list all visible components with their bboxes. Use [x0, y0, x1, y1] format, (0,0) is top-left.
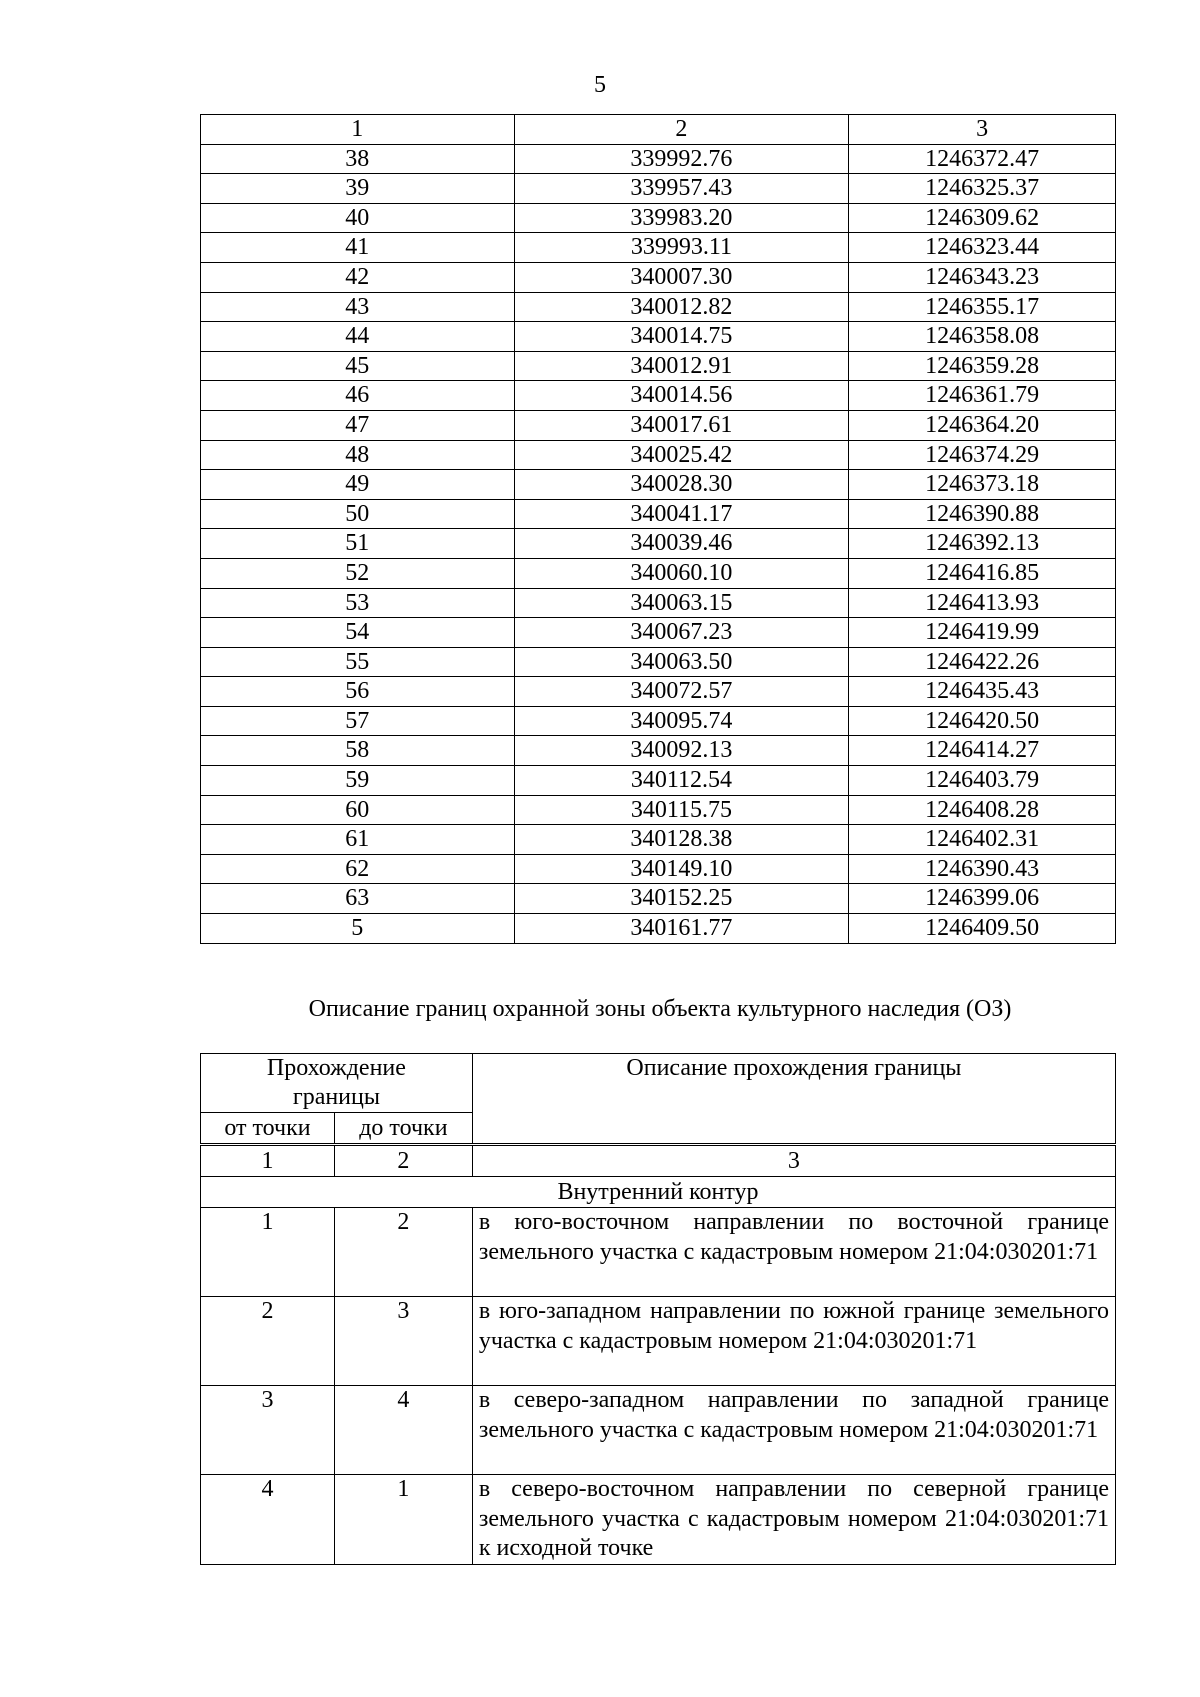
x-coordinate-cell: 340028.30 — [514, 470, 849, 500]
coordinate-header-cell: 2 — [514, 115, 849, 145]
description-cell: в северо-западном направлении по западной границе земельного участка с кадастровым номером 21:04:030201:71 — [472, 1386, 1115, 1475]
column-number: 2 — [334, 1145, 472, 1177]
column-number: 3 — [472, 1145, 1115, 1177]
header-description: Описание прохождения границы — [472, 1054, 1115, 1145]
table-row — [201, 884, 1116, 914]
x-coordinate-cell: 340014.75 — [514, 322, 849, 352]
point-number-cell: 50 — [201, 499, 515, 529]
table-row — [201, 677, 1116, 707]
y-coordinate-cell: 1246374.29 — [849, 440, 1116, 470]
table-row — [201, 262, 1116, 292]
point-number-cell: 44 — [201, 322, 515, 352]
point-number-cell: 57 — [201, 706, 515, 736]
point-number-cell: 59 — [201, 766, 515, 796]
table-row — [201, 736, 1116, 766]
table-row — [201, 351, 1116, 381]
x-coordinate-cell: 340063.15 — [514, 588, 849, 618]
table-row — [201, 470, 1116, 500]
table-row — [201, 854, 1116, 884]
y-coordinate-cell: 1246408.28 — [849, 795, 1116, 825]
x-coordinate-cell: 340092.13 — [514, 736, 849, 766]
x-coordinate-cell: 340152.25 — [514, 884, 849, 914]
point-number-cell: 41 — [201, 233, 515, 263]
y-coordinate-cell: 1246392.13 — [849, 529, 1116, 559]
point-number-cell: 53 — [201, 588, 515, 618]
table-row — [201, 499, 1116, 529]
x-coordinate-cell: 339993.11 — [514, 233, 849, 263]
boundary-row — [201, 1386, 1116, 1475]
header-from-point: от точки — [201, 1113, 335, 1145]
table-row — [201, 410, 1116, 440]
y-coordinate-cell: 1246325.37 — [849, 174, 1116, 204]
coordinate-header-cell: 1 — [201, 115, 515, 145]
point-number-cell: 47 — [201, 410, 515, 440]
table-row — [201, 647, 1116, 677]
point-number-cell: 56 — [201, 677, 515, 707]
x-coordinate-cell: 340115.75 — [514, 795, 849, 825]
coordinate-table-body — [201, 115, 1116, 944]
x-coordinate-cell: 340039.46 — [514, 529, 849, 559]
x-coordinate-cell: 340161.77 — [514, 914, 849, 944]
table-row — [201, 381, 1116, 411]
x-coordinate-cell: 340017.61 — [514, 410, 849, 440]
point-number-cell: 61 — [201, 825, 515, 855]
page-number: 5 — [594, 72, 606, 98]
y-coordinate-cell: 1246364.20 — [849, 410, 1116, 440]
y-coordinate-cell: 1246422.26 — [849, 647, 1116, 677]
y-coordinate-cell: 1246414.27 — [849, 736, 1116, 766]
point-number-cell: 62 — [201, 854, 515, 884]
from-point-cell: 2 — [201, 1297, 335, 1386]
x-coordinate-cell: 340025.42 — [514, 440, 849, 470]
point-number-cell: 51 — [201, 529, 515, 559]
point-number-cell: 60 — [201, 795, 515, 825]
table-row — [201, 795, 1116, 825]
x-coordinate-cell: 339992.76 — [514, 144, 849, 174]
point-number-cell: 52 — [201, 558, 515, 588]
contour-row — [201, 1177, 1116, 1208]
table-row — [201, 233, 1116, 263]
point-number-cell: 43 — [201, 292, 515, 322]
from-point-cell: 3 — [201, 1386, 335, 1475]
y-coordinate-cell: 1246399.06 — [849, 884, 1116, 914]
x-coordinate-cell: 340007.30 — [514, 262, 849, 292]
y-coordinate-cell: 1246390.43 — [849, 854, 1116, 884]
point-number-cell: 55 — [201, 647, 515, 677]
point-number-cell: 46 — [201, 381, 515, 411]
point-number-cell: 63 — [201, 884, 515, 914]
coordinate-header-row — [201, 115, 1116, 145]
y-coordinate-cell: 1246403.79 — [849, 766, 1116, 796]
point-number-cell: 40 — [201, 203, 515, 233]
description-cell: в юго-западном направлении по южной границе земельного участка с кадастровым номером 21:04:030201:71 — [472, 1297, 1115, 1386]
table-row — [201, 144, 1116, 174]
table-row — [201, 558, 1116, 588]
table-row — [201, 174, 1116, 204]
to-point-cell: 4 — [334, 1386, 472, 1475]
table-row — [201, 766, 1116, 796]
table-row — [201, 529, 1116, 559]
header-passage: Прохождение границы — [201, 1054, 473, 1113]
boundary-row — [201, 1208, 1116, 1297]
x-coordinate-cell: 340067.23 — [514, 618, 849, 648]
boundary-row — [201, 1475, 1116, 1565]
y-coordinate-cell: 1246309.62 — [849, 203, 1116, 233]
table-row — [201, 440, 1116, 470]
from-point-cell: 1 — [201, 1208, 335, 1297]
description-cell: в северо-восточном направлении по северной границе земельного участка с кадастровым номером 21:04:030201:71 к исходной точке — [472, 1475, 1115, 1565]
x-coordinate-cell: 340128.38 — [514, 825, 849, 855]
point-number-cell: 39 — [201, 174, 515, 204]
to-point-cell: 3 — [334, 1297, 472, 1386]
point-number-cell: 5 — [201, 914, 515, 944]
y-coordinate-cell: 1246390.88 — [849, 499, 1116, 529]
boundary-row — [201, 1297, 1116, 1386]
description-cell: в юго-восточном направлении по восточной границе земельного участка с кадастровым номером 21:04:030201:71 — [472, 1208, 1115, 1297]
contour-label: Внутренний контур — [201, 1177, 1116, 1208]
point-number-cell: 45 — [201, 351, 515, 381]
y-coordinate-cell: 1246358.08 — [849, 322, 1116, 352]
boundary-header-row — [201, 1054, 1116, 1113]
x-coordinate-cell: 339957.43 — [514, 174, 849, 204]
coordinate-header-cell: 3 — [849, 115, 1116, 145]
y-coordinate-cell: 1246323.44 — [849, 233, 1116, 263]
y-coordinate-cell: 1246435.43 — [849, 677, 1116, 707]
table-row — [201, 914, 1116, 944]
x-coordinate-cell: 340060.10 — [514, 558, 849, 588]
section-title: Описание границ охранной зоны объекта культурного наследия (ОЗ) — [308, 996, 1012, 1022]
x-coordinate-cell: 340095.74 — [514, 706, 849, 736]
x-coordinate-cell: 339983.20 — [514, 203, 849, 233]
y-coordinate-cell: 1246402.31 — [849, 825, 1116, 855]
table-row — [201, 706, 1116, 736]
y-coordinate-cell: 1246419.99 — [849, 618, 1116, 648]
x-coordinate-cell: 340012.91 — [514, 351, 849, 381]
table-row — [201, 203, 1116, 233]
y-coordinate-cell: 1246413.93 — [849, 588, 1116, 618]
boundary-table — [200, 1053, 1116, 1565]
x-coordinate-cell: 340014.56 — [514, 381, 849, 411]
x-coordinate-cell: 340063.50 — [514, 647, 849, 677]
point-number-cell: 38 — [201, 144, 515, 174]
table-row — [201, 322, 1116, 352]
column-number: 1 — [201, 1145, 335, 1177]
table-row — [201, 618, 1116, 648]
y-coordinate-cell: 1246373.18 — [849, 470, 1116, 500]
y-coordinate-cell: 1246355.17 — [849, 292, 1116, 322]
table-row — [201, 292, 1116, 322]
point-number-cell: 49 — [201, 470, 515, 500]
point-number-cell: 54 — [201, 618, 515, 648]
x-coordinate-cell: 340149.10 — [514, 854, 849, 884]
point-number-cell: 48 — [201, 440, 515, 470]
from-point-cell: 4 — [201, 1475, 335, 1565]
x-coordinate-cell: 340112.54 — [514, 766, 849, 796]
point-number-cell: 42 — [201, 262, 515, 292]
boundary-column-numbers-row — [201, 1145, 1116, 1177]
to-point-cell: 2 — [334, 1208, 472, 1297]
point-number-cell: 58 — [201, 736, 515, 766]
coordinate-table — [200, 114, 1116, 944]
boundary-table-body — [201, 1054, 1116, 1565]
y-coordinate-cell: 1246343.23 — [849, 262, 1116, 292]
y-coordinate-cell: 1246359.28 — [849, 351, 1116, 381]
y-coordinate-cell: 1246409.50 — [849, 914, 1116, 944]
x-coordinate-cell: 340072.57 — [514, 677, 849, 707]
y-coordinate-cell: 1246361.79 — [849, 381, 1116, 411]
table-row — [201, 588, 1116, 618]
x-coordinate-cell: 340012.82 — [514, 292, 849, 322]
y-coordinate-cell: 1246416.85 — [849, 558, 1116, 588]
y-coordinate-cell: 1246420.50 — [849, 706, 1116, 736]
x-coordinate-cell: 340041.17 — [514, 499, 849, 529]
to-point-cell: 1 — [334, 1475, 472, 1565]
y-coordinate-cell: 1246372.47 — [849, 144, 1116, 174]
table-row — [201, 825, 1116, 855]
header-to-point: до точки — [334, 1113, 472, 1145]
